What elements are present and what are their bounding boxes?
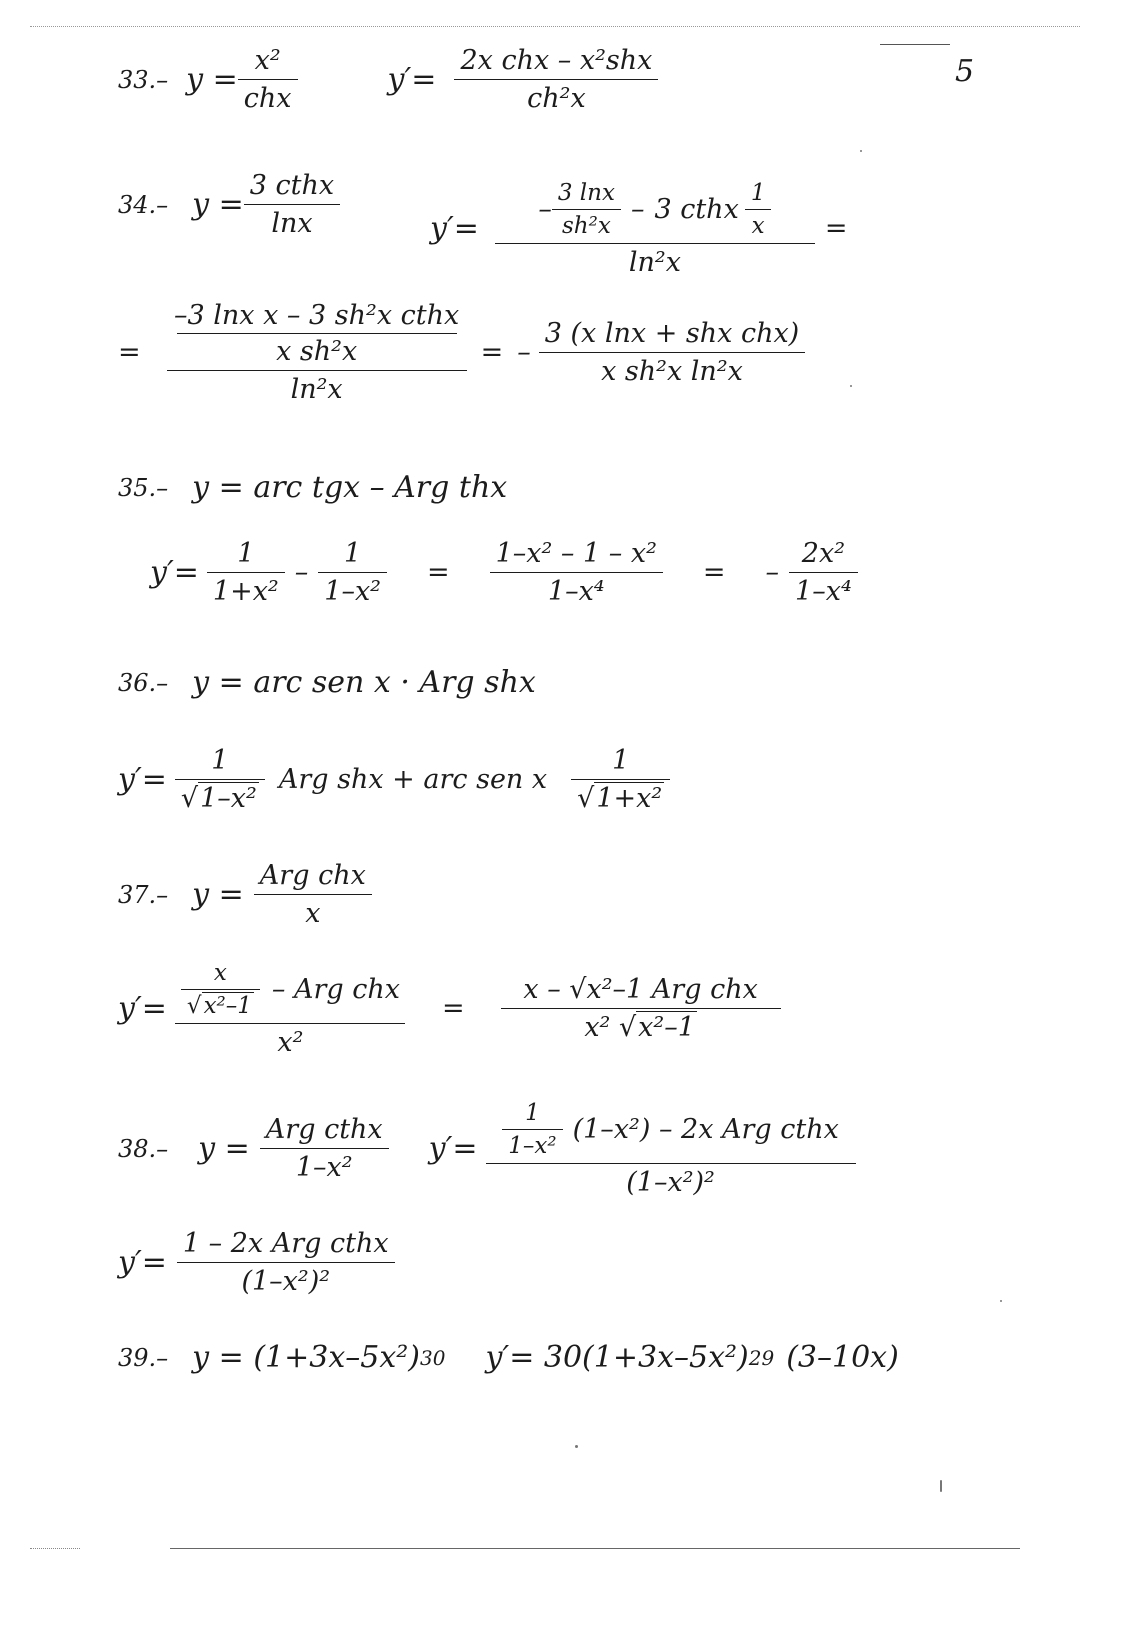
problem-39: 39.– y = (1+3x–5x²) 30 y′= 30(1+3x–5x²) 29 (3–10x) [118, 1340, 899, 1375]
scan-header-noise [30, 26, 1080, 27]
problem-number: 33.– [118, 65, 169, 94]
problem-number: 39.– [118, 1343, 169, 1372]
problem-34-derivative: y′= – 3 lnx sh²x – 3 cthx 1 x ln²x = [430, 180, 848, 278]
derivative-fraction: – 3 lnx sh²x – 3 cthx 1 x ln²x [495, 180, 815, 278]
problem-36: 36.– y = arc sen x · Arg shx [118, 665, 536, 700]
derivative-fraction: 2x chx – x²shx ch²x [454, 45, 658, 114]
problem-38: 38.– y = Arg cthx 1–x² y′= 1 1–x² (1–x²) – 2x Arg cthx (1–x²)² [118, 1100, 856, 1198]
problem-37-derivative: y′= x √x²–1 – Arg chx x² = x – √x²–1 Arg chx x² √x²–1 [118, 960, 781, 1058]
problem-36-derivative: y′= 1 √1–x² Arg shx + arc sen x 1 √1+x² [118, 745, 670, 814]
y-fraction: x² chx [238, 45, 298, 114]
y-fraction: 3 cthx lnx [244, 170, 340, 239]
scan-speck [850, 385, 852, 387]
bottom-noise [30, 1548, 80, 1549]
scan-speck [940, 1480, 942, 1492]
scan-speck [575, 1445, 578, 1448]
result-fraction: 3 (x lnx + shx chx) x sh²x ln²x [539, 318, 805, 387]
problem-number: 36.– [118, 668, 169, 697]
scan-speck [1000, 1300, 1002, 1302]
scan-speck [860, 150, 862, 152]
problem-34-simplification: = –3 lnx x – 3 sh²x cthx x sh²x ln²x = – 3 (x lnx + shx chx) x sh²x ln²x [118, 300, 805, 405]
problem-number: 34.– [118, 190, 169, 219]
compound-fraction: –3 lnx x – 3 sh²x cthx x sh²x ln²x [167, 300, 467, 405]
problem-35-derivative: y′= 1 1+x² – 1 1–x² = 1–x² – 1 – x² 1–x⁴ = – 2x² 1–x⁴ [150, 538, 858, 607]
problem-number: 35.– [118, 473, 169, 502]
problem-35: 35.– y = arc tgx – Arg thx [118, 470, 508, 505]
bottom-rule [170, 1548, 1020, 1549]
page-number: 5 [955, 54, 975, 89]
problem-33: 33.– y = x² chx y′= 2x chx – x²shx ch²x [118, 45, 658, 114]
problem-37: 37.– y = Arg chx x [118, 860, 372, 929]
problem-38-result: y′= 1 – 2x Arg cthx (1–x²)² [118, 1228, 395, 1297]
problem-34: 34.– y = 3 cthx lnx [118, 170, 340, 239]
header-dash [880, 44, 950, 45]
problem-number: 38.– [118, 1134, 169, 1163]
problem-number: 37.– [118, 880, 169, 909]
